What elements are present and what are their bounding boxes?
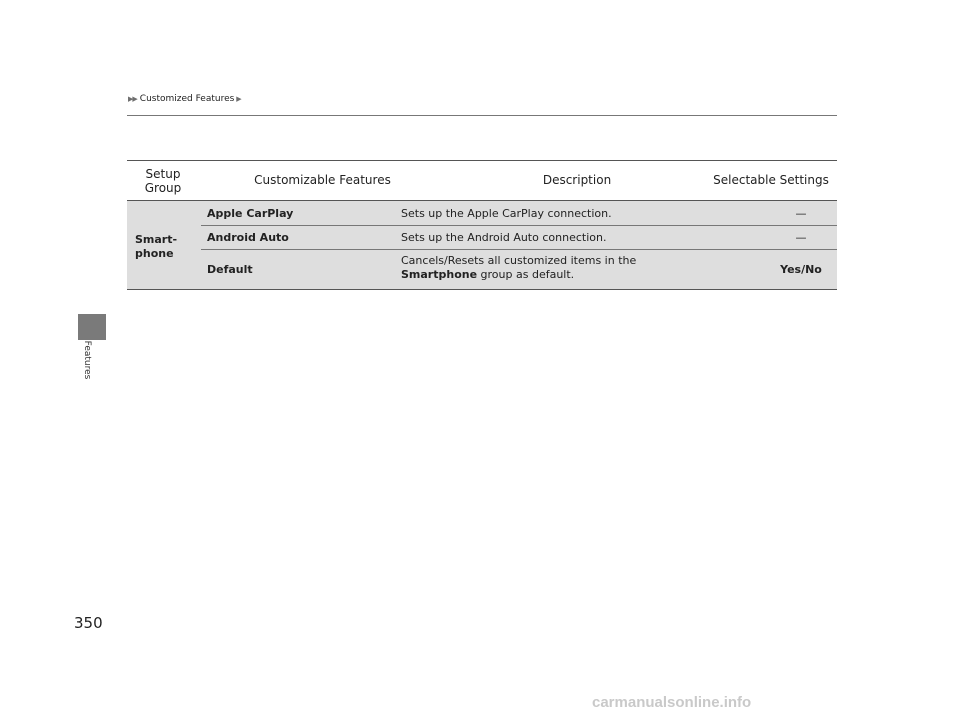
- feature-setting: Yes/No: [780, 263, 822, 276]
- watermark-logo: carmanualsonline.info: [592, 694, 752, 711]
- setup-group-label: Smart- phone: [135, 233, 178, 260]
- page-number: 350: [74, 614, 103, 632]
- breadcrumb-title[interactable]: Customized Features: [139, 94, 235, 104]
- feature-setting: —: [795, 231, 807, 244]
- description-prefix: Cancels/Resets all customized items in the: [401, 254, 637, 267]
- breadcrumb: [128, 94, 241, 104]
- section-tab-marker: [78, 314, 106, 340]
- section-side-label: Features: [82, 340, 92, 380]
- header-selectable-settings: Selectable Settings: [713, 173, 829, 187]
- feature-setting: —: [795, 207, 807, 220]
- header-description: Description: [542, 173, 612, 187]
- table-row: [201, 201, 837, 226]
- customization-table: [127, 160, 837, 290]
- feature-name: Default: [207, 263, 253, 276]
- table-row: [201, 250, 837, 288]
- header-setup-group: Setup Group: [144, 167, 182, 195]
- table-body: [127, 201, 837, 290]
- table-row: [201, 226, 837, 250]
- description-suffix: group as default.: [477, 268, 575, 281]
- feature-description: Sets up the Apple CarPlay connection.: [401, 207, 612, 220]
- feature-name: Apple CarPlay: [207, 207, 294, 220]
- breadcrumb-arrows-icon: ▶▶: [128, 95, 137, 103]
- feature-name: Android Auto: [207, 231, 289, 244]
- feature-description: [401, 254, 661, 282]
- breadcrumb-end-arrow-icon: ▶: [236, 95, 241, 103]
- header-customizable-features: Customizable Features: [254, 173, 391, 187]
- description-bold-term: Smartphone: [401, 268, 478, 281]
- feature-description: Sets up the Android Auto connection.: [401, 231, 607, 244]
- table-header-row: [127, 160, 837, 201]
- header-rule: [127, 115, 837, 116]
